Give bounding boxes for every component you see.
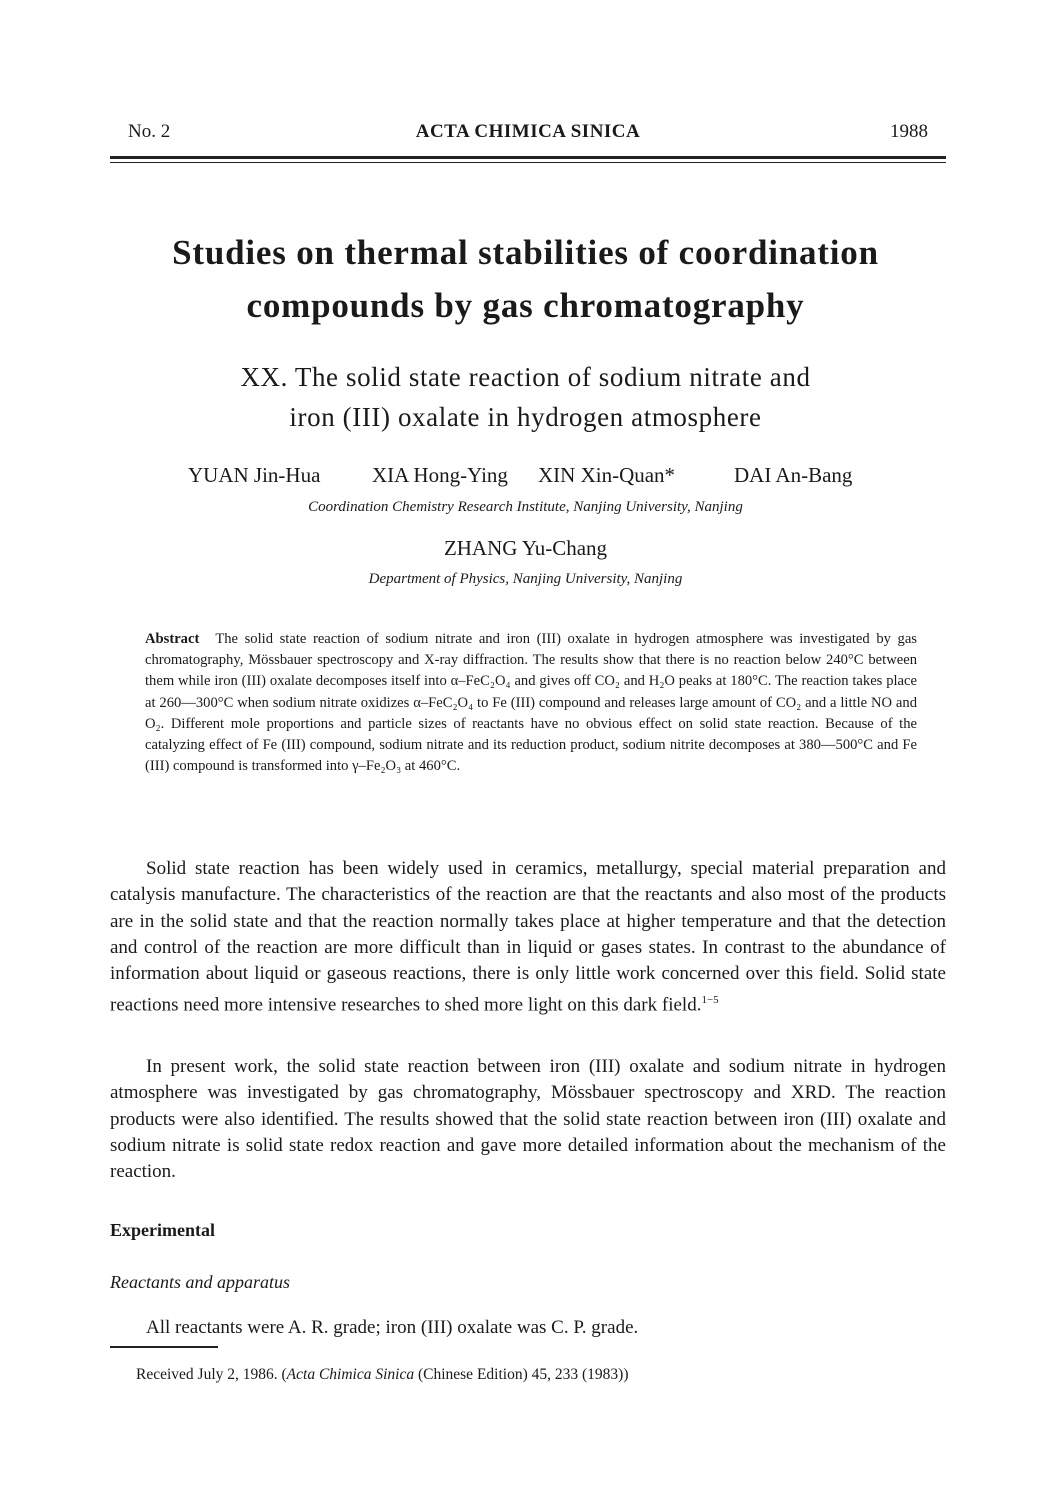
title-line-2: compounds by gas chromatography [246,286,805,325]
abstract-text: The solid state reaction of sodium nitrate and iron (III) oxalate in hydrogen atmosphere was investigated by gas chromatography, Mössbauer spectroscopy and X-ray diffraction. The results show that there is no reaction below 240°C between them while iron (III) oxalate decomposes itself into α–FeC₂O₄ and gives off CO₂ and H₂O peaks at 180°C. The reaction takes place at 260—300°C when sodium nitrate oxidizes α–FeC₂O₄ to Fe (III) compound and releases large amount of CO₂ and a little NO and O₂. Different mole proportions and particle sizes of reactants have no obvious effect on solid state reaction. Because of the catalyzing effect of Fe (III) compound, sodium nitrate and its reduction product, sodium nitrite decomposes at 380—500°C and Fe (III) compound is transformed into γ–Fe₂O₃ at 460°C. [145,631,917,775]
author-zhang: ZHANG Yu-Chang [443,536,608,560]
title-line-1: Studies on thermal stabilities of coordination [172,233,879,272]
journal-name: ACTA CHIMICA SINICA [415,121,641,142]
abstract [145,629,917,777]
footnote-citation: (Chinese Edition) 45, 233 (1983)) [414,1366,629,1383]
affiliation-1: Coordination Chemistry Research Institute, Nanjing University, Nanjing [308,499,743,515]
citation-ref: 1−5 [701,994,719,1007]
publication-year: 1988 [890,121,928,142]
paragraph-3-text: All reactants were A. R. grade; iron (III) oxalate was C. P. grade. [146,1317,639,1338]
author-xin: XIN Xin-Quan* [538,463,676,487]
author-yuan: YUAN Jin-Hua [188,463,321,487]
subtitle-line-1: XX. The solid state reaction of sodium nitrate and [240,362,811,392]
footnote-received: Received July 2, 1986. ( [136,1366,287,1383]
affiliation-2: Department of Physics, Nanjing University, Nanjing [368,571,683,587]
paper-title [80,226,971,332]
subsection-heading-reactants: Reactants and apparatus [110,1272,290,1292]
abstract-label: Abstract [145,631,200,647]
paragraph-2-text: In present work, the solid state reaction between iron (III) oxalate and sodium nitrate in hydrogen atmosphere was investigated by gas chromatography, Mössbauer spectroscopy and XRD. The reaction products were also identified. The results showed that the solid state reaction between iron (III) oxalate and sodium nitrate is solid state redox reaction and gave more detailed information about the mechanism of the reaction. [110,1056,946,1183]
author-dai: DAI An-Bang [734,463,853,487]
subtitle-line-2: iron (III) oxalate in hydrogen atmosphere [289,402,762,432]
issue-number: No. 2 [128,121,171,142]
footnote-journal: Acta Chimica Sinica [286,1366,415,1383]
paper-subtitle [100,357,951,437]
header-rule-thick [110,156,946,159]
author-xia: XIA Hong-Ying [372,463,508,487]
section-heading-experimental: Experimental [110,1220,215,1240]
header-rule-thin [110,162,946,163]
body-paragraph-2 [110,1054,946,1185]
footnote-rule [110,1346,218,1348]
footnote [136,1366,628,1384]
running-head [110,121,946,145]
body-paragraph-1 [110,856,946,1019]
paragraph-1-text: Solid state reaction has been widely used in ceramics, metallurgy, special material preparation and catalysis manufacture. The characteristics of the reaction are that the reactants and also most of the products are in the solid state and that the reaction normally takes place at higher temperature and that the detection and control of the reaction are more difficult than in liquid or gases states. In contrast to the abundance of information about liquid or gaseous reactions, there is only little work concerned over this field. Solid state reactions need more intensive researches to shed more light on this dark field. [110,858,946,1016]
